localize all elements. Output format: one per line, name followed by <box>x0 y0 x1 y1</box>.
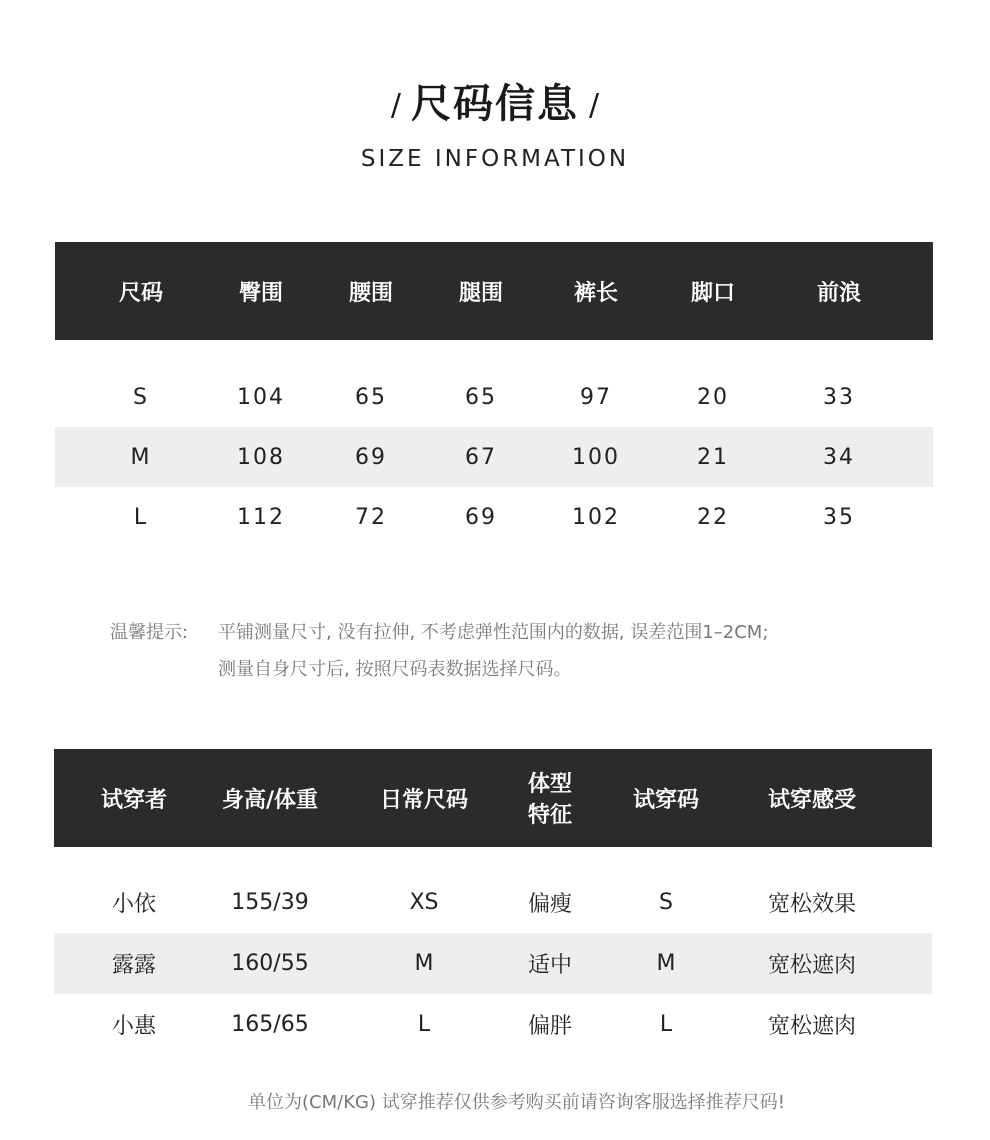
table-cell: 108 <box>237 444 285 470</box>
table-cell: 102 <box>572 504 620 530</box>
size-table-header <box>55 242 933 340</box>
table-cell: M <box>130 444 152 470</box>
footer-note: 单位为(CM/KG) 试穿推荐仅供参考购买前请咨询客服选择推荐尺码! <box>248 1092 785 1113</box>
notes-label: 温馨提示: <box>110 622 189 643</box>
table-cell: 33 <box>823 384 855 410</box>
table-cell: 露露 <box>111 953 156 978</box>
table-cell: 宽松遮肉 <box>767 953 856 978</box>
table-row <box>55 367 933 427</box>
size-header-waist: 腰围 <box>348 280 393 306</box>
table-cell: 35 <box>823 504 855 530</box>
table-cell: 69 <box>465 504 497 530</box>
table-cell: 小惠 <box>111 1014 156 1039</box>
size-table <box>55 242 933 547</box>
table-cell: 67 <box>465 444 497 470</box>
table-cell: 小依 <box>111 892 156 917</box>
table-cell: M <box>414 951 434 976</box>
measurement-notes <box>110 614 950 688</box>
notes-line-2: 测量自身尺寸后, 按照尺码表数据选择尺码。 <box>218 659 572 680</box>
section-title <box>0 72 990 129</box>
table-row <box>55 487 933 547</box>
table-cell: 160/55 <box>231 951 309 976</box>
table-cell: 偏胖 <box>527 1014 572 1039</box>
fit-table <box>54 749 932 1055</box>
fit-header-feeling: 试穿感受 <box>767 787 856 813</box>
table-cell: 34 <box>823 444 855 470</box>
fit-header-body-type: 体型特征 <box>527 772 572 828</box>
fit-header-tester: 试穿者 <box>100 787 167 813</box>
table-cell: 20 <box>697 384 729 410</box>
table-row <box>54 933 932 994</box>
size-header-size: 尺码 <box>118 280 163 306</box>
size-header-rise: 前浪 <box>816 280 861 306</box>
table-cell: 112 <box>237 504 285 530</box>
table-cell: 69 <box>355 444 387 470</box>
table-cell: 72 <box>355 504 387 530</box>
table-cell: XS <box>409 890 439 915</box>
size-header-hem: 脚口 <box>690 280 735 306</box>
table-cell: L <box>133 504 149 530</box>
fit-header-usual-size: 日常尺码 <box>379 787 468 813</box>
table-cell: 104 <box>237 384 285 410</box>
size-header-hip: 臀围 <box>238 280 283 306</box>
table-cell: L <box>417 1012 431 1037</box>
table-cell: L <box>659 1012 673 1037</box>
table-cell: 偏瘦 <box>527 892 572 917</box>
size-header-thigh: 腿围 <box>458 280 503 306</box>
title-slash-left: / <box>390 88 401 123</box>
table-cell: 适中 <box>527 953 572 978</box>
size-header-length: 裤长 <box>573 280 618 306</box>
table-cell: 165/65 <box>231 1012 309 1037</box>
table-cell: S <box>659 890 673 915</box>
page-subtitle: SIZE INFORMATION <box>360 146 630 172</box>
fit-table-header <box>54 749 932 847</box>
table-row <box>54 994 932 1055</box>
table-cell: 97 <box>580 384 612 410</box>
title-slash-right: / <box>589 88 600 123</box>
table-cell: M <box>656 951 676 976</box>
table-cell: 宽松效果 <box>767 892 856 917</box>
page-title: 尺码信息 <box>411 81 579 127</box>
fit-header-height-weight: 身高/体重 <box>221 787 319 813</box>
table-row <box>55 427 933 487</box>
table-cell: 155/39 <box>231 890 309 915</box>
notes-line-1: 平铺测量尺寸, 没有拉伸, 不考虑弹性范围内的数据, 误差范围1–2CM; <box>218 622 769 643</box>
table-cell: 21 <box>697 444 729 470</box>
table-cell: S <box>133 384 149 410</box>
table-cell: 宽松遮肉 <box>767 1014 856 1039</box>
table-cell: 65 <box>355 384 387 410</box>
table-cell: 22 <box>697 504 729 530</box>
table-row <box>54 872 932 933</box>
table-cell: 65 <box>465 384 497 410</box>
fit-header-tried-size: 试穿码 <box>632 787 699 813</box>
table-cell: 100 <box>572 444 620 470</box>
